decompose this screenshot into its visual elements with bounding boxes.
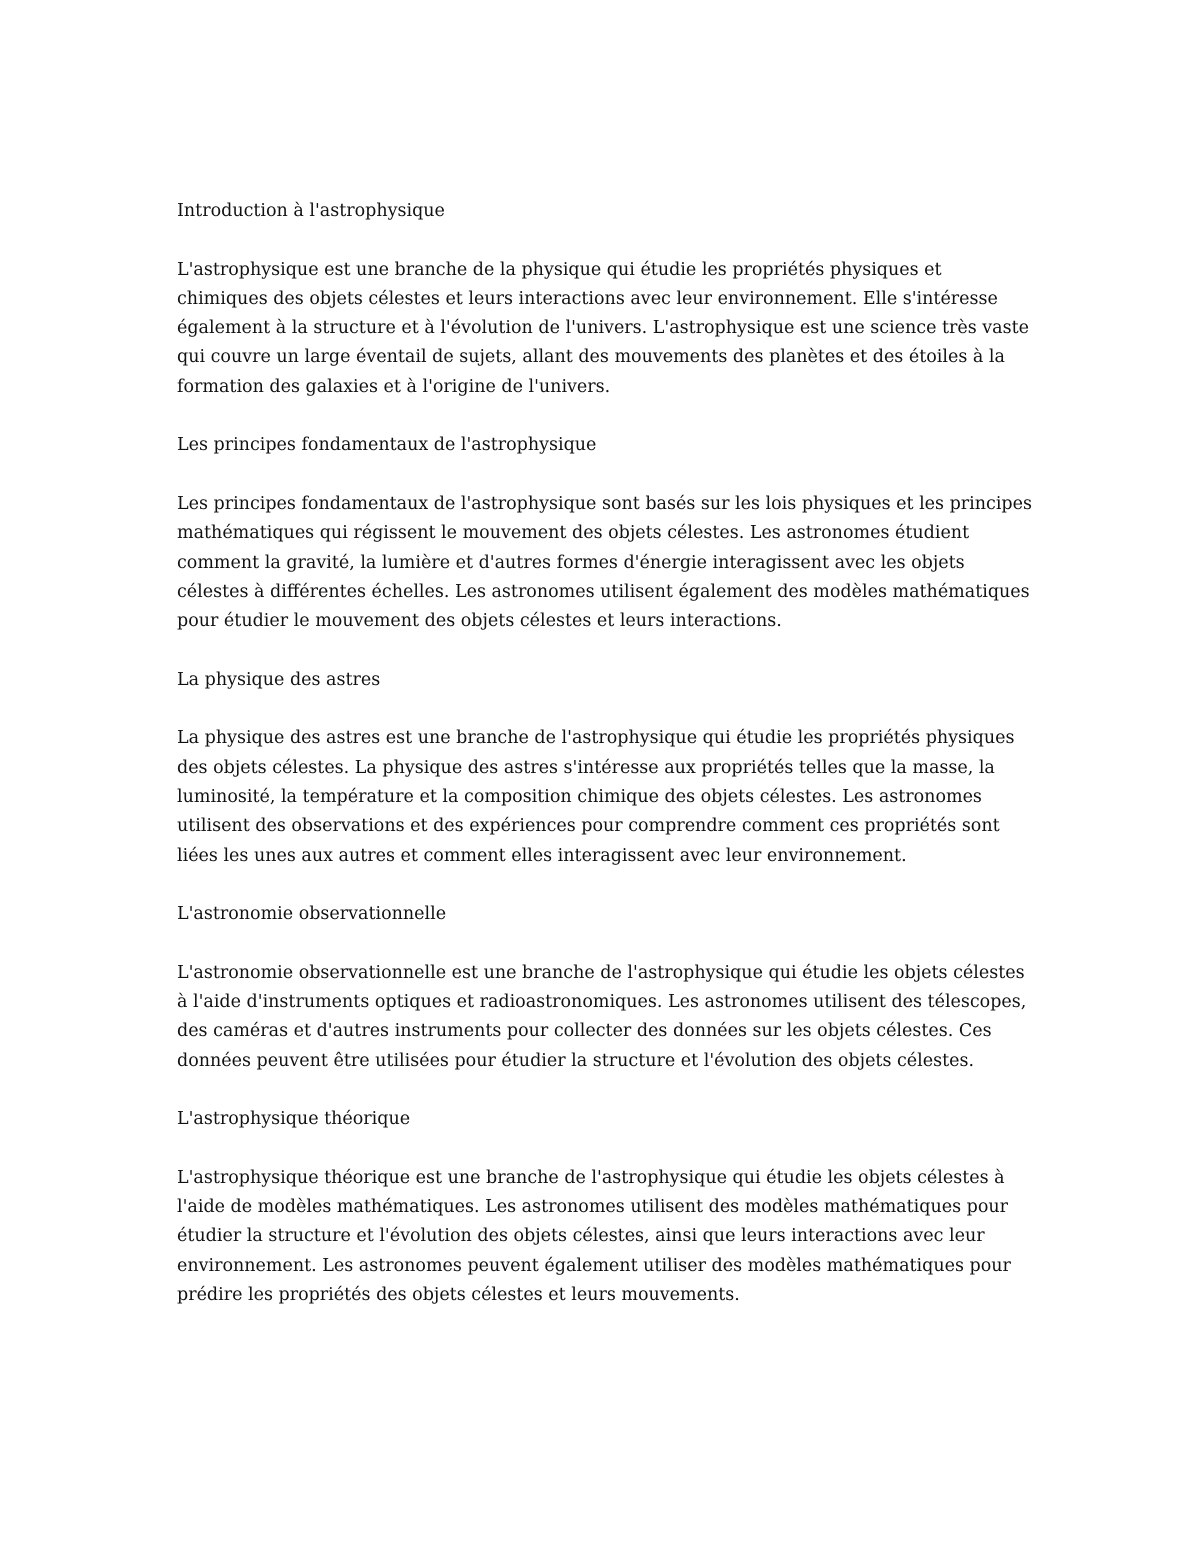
section-heading-introduction: Introduction à l'astrophysique [177, 201, 445, 221]
paragraph-principes: Les principes fondamentaux de l'astrophysique sont basés sur les lois physiques et les principes mathématiques qui régissent le mouvement des objets célestes. Les astronomes étudient comment la gravité, la lumière et d'autres formes d'énergie interagissent avec les objets célestes à différentes échelles. Les astronomes utilisent également des modèles mathématiques pour étudier le mouvement des objets célestes et leurs interactions. [177, 493, 1032, 632]
paragraph-astronomie-observationnelle: L'astronomie observationnelle est une branche de l'astrophysique qui étudie les objets célestes à l'aide d'instruments optiques et radioastronomiques. Les astronomes utilisent des télescopes, des caméras et d'autres instruments pour collecter des données sur les objets célestes. Ces données peuvent être utilisées pour étudier la structure et l'évolution des objets célestes. [177, 962, 1027, 1071]
section-heading-principes: Les principes fondamentaux de l'astrophysique [177, 435, 597, 456]
paragraph-introduction: L'astrophysique est une branche de la physique qui étudie les propriétés physiques et chimiques des objets célestes et leurs interactions avec leur environnement. Elle s'intéresse également à la structure et à l'évolution de l'univers. L'astrophysique est une science très vaste qui couvre un large éventail de sujets, allant des mouvements des planètes et des étoiles à la formation des galaxies et à l'origine de l'univers. [177, 259, 1029, 397]
paragraph-astrophysique-theorique: L'astrophysique théorique est une branche de l'astrophysique qui étudie les objets célestes à l'aide de modèles mathématiques. Les astronomes utilisent des modèles mathématiques pour étudier la structure et l'évolution des objets célestes, ainsi que leurs interactions avec leur environnement. Les astronomes peuvent également utiliser des modèles mathématiques pour prédire les propriétés des objets célestes et leurs mouvements. [177, 1167, 1011, 1305]
paragraph-physique-des-astres: La physique des astres est une branche de l'astrophysique qui étudie les propriétés physiques des objets célestes. La physique des astres s'intéresse aux propriétés telles que la masse, la luminosité, la température et la composition chimique des objets célestes. Les astronomes utilisent des observations et des expériences pour comprendre comment ces propriétés sont liées les unes aux autres et comment elles interagissent avec leur environnement. [177, 728, 1015, 866]
section-heading-physique-des-astres: La physique des astres [177, 669, 381, 690]
section-heading-astronomie-observationnelle: L'astronomie observationnelle [177, 904, 447, 925]
section-heading-astrophysique-theorique: L'astrophysique théorique [177, 1109, 411, 1130]
document-body [177, 197, 1032, 1340]
